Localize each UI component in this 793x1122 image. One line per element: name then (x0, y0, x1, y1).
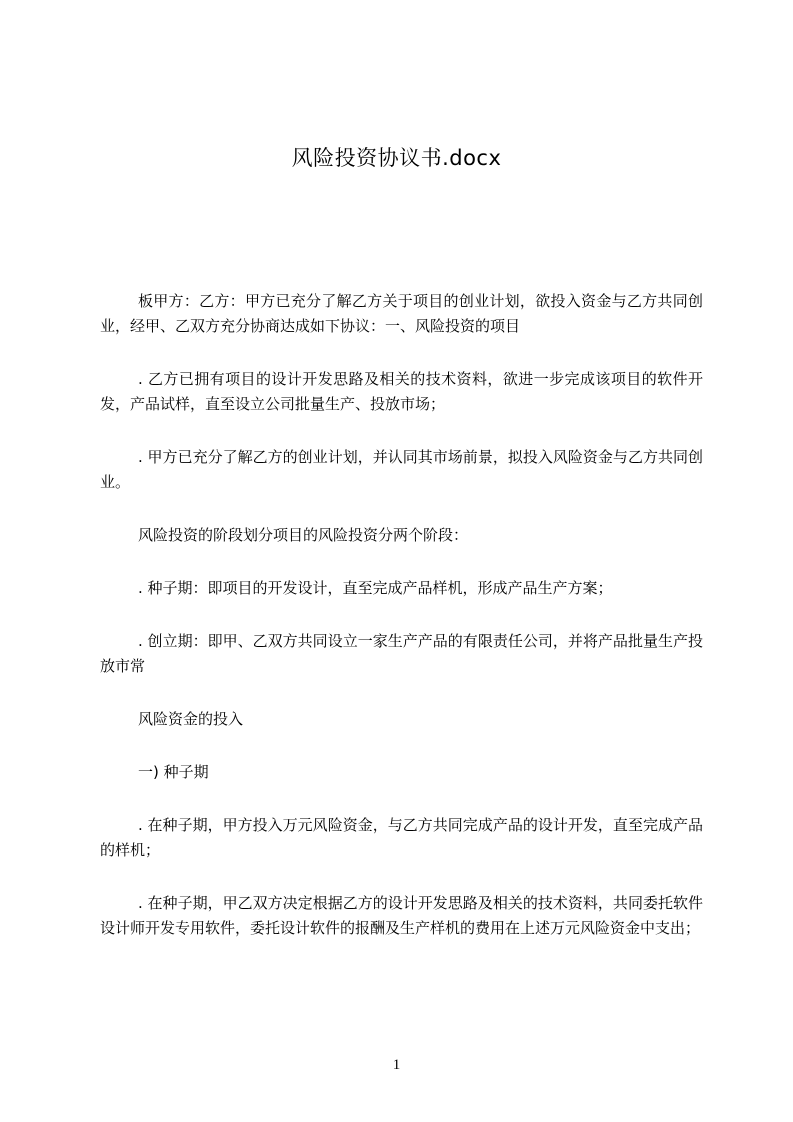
document-title: 风险投资协议书.docx (291, 146, 502, 170)
paragraph-seed-investment: . 在种子期，甲方投入万元风险资金，与乙方共同完成产品的设计开发，直至完成产品的样机； (100, 816, 703, 859)
paragraph-seed-stage: . 种子期：即项目的开发设计，直至完成产品样机，形成产品生产方案； (138, 579, 613, 597)
paragraph-party-a-intent: . 甲方已充分了解乙方的创业计划，并认同其市场前景，拟投入风险资金与乙方共同创业。 (100, 448, 703, 491)
paragraph-funding-heading: 风险资金的投入 (138, 710, 244, 728)
paragraph-stages-heading: 风险投资的阶段划分项目的风险投资分两个阶段： (138, 526, 469, 544)
document-body (100, 289, 703, 969)
paragraph-seed-software: . 在种子期，甲乙双方决定根据乙方的设计开发思路及相关的技术资料，共同委托软件设计师开发专用软件，委托设计软件的报酬及生产样机的费用在上述万元风险资金中支出； (100, 894, 703, 937)
page-number: 1 (392, 1057, 401, 1073)
paragraph-seed-subheading: 一) 种子期 (138, 763, 209, 781)
paragraph-party-b-assets: . 乙方已拥有项目的设计开发思路及相关的技术资料，欲进一步完成该项目的软件开发，产品试样，直至设立公司批量生产、投放市场； (100, 370, 703, 413)
paragraph-parties: 板甲方：乙方：甲方已充分了解乙方关于项目的创业计划，欲投入资金与乙方共同创业，经甲、乙双方充分协商达成如下协议：一、风险投资的项目 (100, 292, 703, 335)
paragraph-startup-stage: . 创立期：即甲、乙双方共同设立一家生产产品的有限责任公司，并将产品批量生产投放市常 (100, 632, 703, 675)
